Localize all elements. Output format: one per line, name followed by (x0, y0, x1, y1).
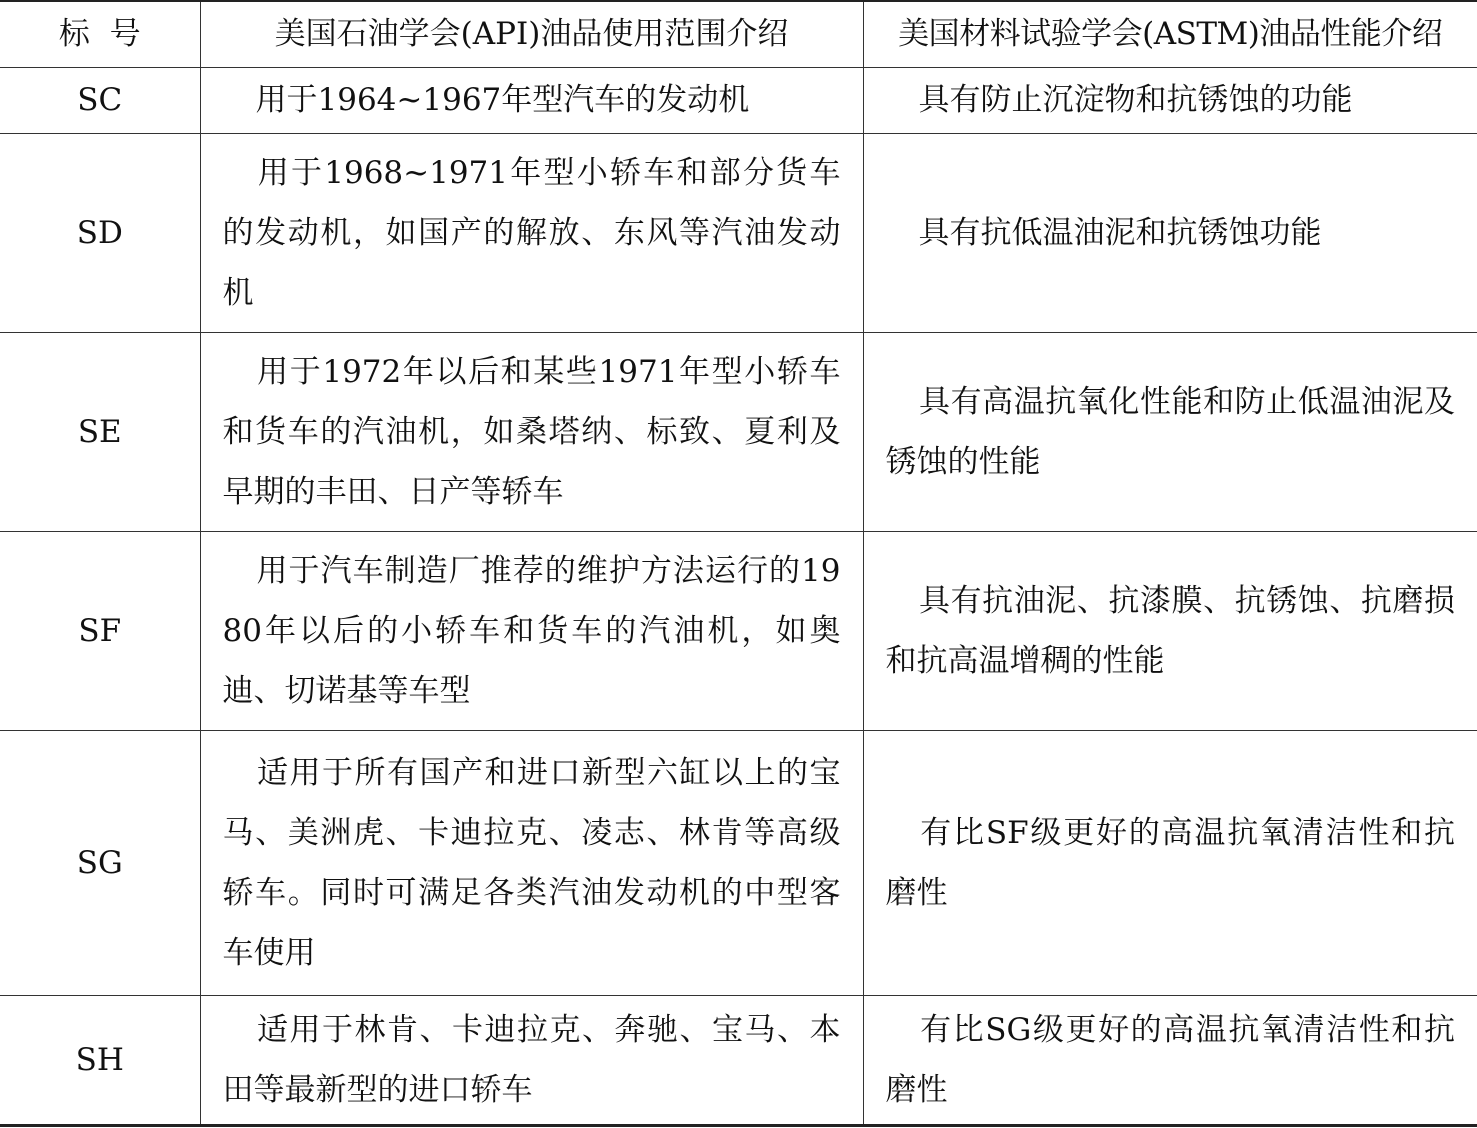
api-usage-text: 适用于所有国产和进口新型六缸以上的宝马、美洲虎、卡迪拉克、凌志、林肯等高级轿车。同时可满足各类汽油发动机的中型客车使用 (222, 754, 841, 971)
astm-performance-text: 具有防止沉淀物和抗锈蚀的功能 (918, 82, 1353, 118)
astm-performance-cell (863, 67, 1477, 133)
api-usage-cell (200, 332, 863, 531)
table-row (0, 332, 1477, 531)
astm-performance-text: 有比SG级更好的高温抗氧清洁性和抗磨性 (885, 1011, 1455, 1108)
astm-performance-cell (863, 995, 1477, 1125)
grade-cell: SD (0, 133, 200, 332)
api-usage-cell (200, 995, 863, 1125)
api-usage-text: 用于1964~1967年型汽车的发动机 (255, 82, 750, 118)
api-usage-text: 适用于林肯、卡迪拉克、奔驰、宝马、本田等最新型的进口轿车 (222, 1011, 841, 1108)
api-usage-cell (200, 133, 863, 332)
header-grade: 标 号 (0, 1, 200, 67)
table-row (0, 67, 1477, 133)
header-astm-performance: 美国材料试验学会(ASTM)油品性能介绍 (863, 1, 1477, 67)
grade-cell: SH (0, 995, 200, 1125)
table-row (0, 531, 1477, 730)
table-row (0, 133, 1477, 332)
table-row (0, 995, 1477, 1125)
api-usage-cell (200, 67, 863, 133)
api-usage-cell (200, 531, 863, 730)
api-usage-text: 用于汽车制造厂推荐的维护方法运行的1980年以后的小轿车和货车的汽油机，如奥迪、切诺基等车型 (222, 552, 841, 709)
astm-performance-text: 具有高温抗氧化性能和防止低温油泥及锈蚀的性能 (885, 383, 1455, 480)
api-usage-text: 用于1968~1971年型小轿车和部分货车的发动机，如国产的解放、东风等汽油发动机 (222, 154, 841, 311)
grade-cell: SG (0, 730, 200, 995)
astm-performance-cell (863, 730, 1477, 995)
astm-performance-text: 具有抗油泥、抗漆膜、抗锈蚀、抗磨损和抗高温增稠的性能 (885, 582, 1455, 679)
api-usage-cell (200, 730, 863, 995)
table-header-row (0, 1, 1477, 67)
astm-performance-cell (863, 531, 1477, 730)
astm-performance-cell (863, 332, 1477, 531)
grade-cell: SC (0, 67, 200, 133)
grade-cell: SF (0, 531, 200, 730)
header-api-usage: 美国石油学会(API)油品使用范围介绍 (200, 1, 863, 67)
api-usage-text: 用于1972年以后和某些1971年型小轿车和货车的汽油机，如桑塔纳、标致、夏利及早期的丰田、日产等轿车 (222, 353, 841, 510)
grade-cell: SE (0, 332, 200, 531)
astm-performance-text: 有比SF级更好的高温抗氧清洁性和抗磨性 (885, 814, 1455, 911)
table-row (0, 730, 1477, 995)
astm-performance-cell (863, 133, 1477, 332)
astm-performance-text: 具有抗低温油泥和抗锈蚀功能 (918, 214, 1322, 251)
